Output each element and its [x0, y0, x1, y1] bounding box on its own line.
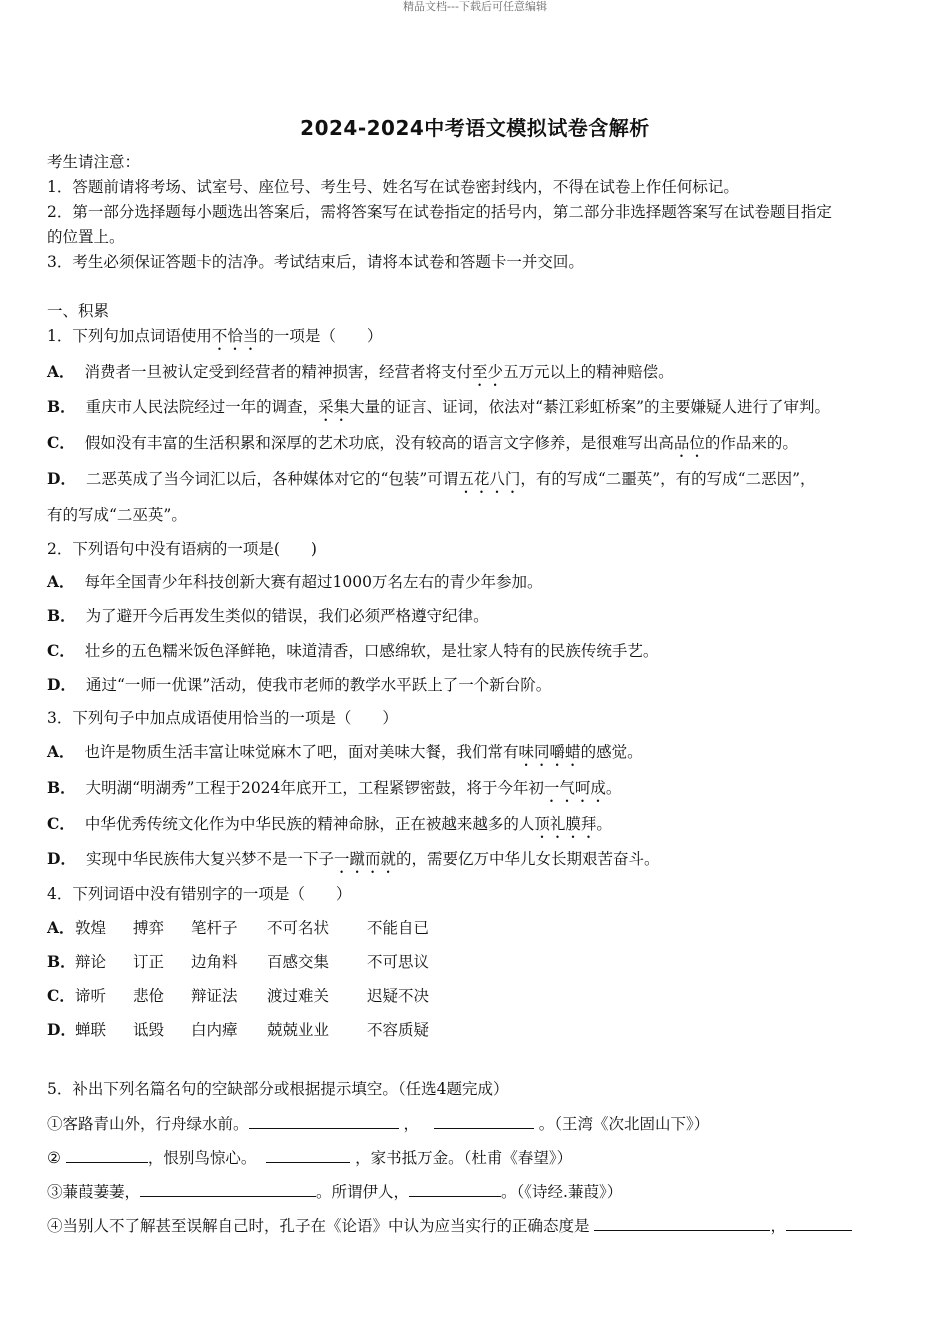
notice-item-2: 2．第一部分选择题每小题选出答案后，需将答案写在试卷指定的括号内，第二部分非选择题答案写在试卷题目指定: [47, 203, 832, 221]
q5-line-2: ② ，恨别鸟惊心。 ，家书抵万金。（杜甫《春望》）: [47, 1149, 573, 1167]
q5-line-3: ③蒹葭萋萋， 。所谓伊人， 。（《诗经.蒹葭》）: [47, 1183, 623, 1201]
q2-stem: 2．下列语句中没有语病的一项是( ): [47, 540, 317, 558]
q2-option-c[interactable]: C． 壮乡的五色糯米饭色泽鲜艳，味道清香，口感绵软，是壮家人特有的民族传统手艺。: [47, 641, 659, 660]
q5-blank-8[interactable]: [786, 1215, 852, 1231]
q1-option-d-cont: 有的写成“二巫英”。: [47, 506, 187, 524]
q5-blank-2[interactable]: [434, 1113, 534, 1129]
q1-stem: 1．下列句加点词语使用不恰当的一项是（ ）: [47, 327, 383, 345]
header-watermark: 精品文档---下载后可任意编辑: [403, 0, 547, 13]
section-heading: 一、积累: [47, 302, 110, 320]
q3-stem: 3．下列句子中加点成语使用恰当的一项是（ ）: [47, 709, 398, 727]
q2-option-a[interactable]: A． 每年全国青少年科技创新大赛有超过1000万名左右的青少年参加。: [47, 572, 543, 591]
q4-stem: 4．下列词语中没有错别字的一项是（ ）: [47, 885, 352, 903]
notice-item-3: 3．考生必须保证答题卡的洁净。考试结束后，请将本试卷和答题卡一并交回。: [47, 253, 584, 271]
q5-stem: 5．补出下列名篇名句的空缺部分或根据提示填空。（任选4题完成）: [47, 1080, 509, 1098]
q3-option-d[interactable]: D． 实现中华民族伟大复兴梦不是一下子一蹴而就的，需要亿万中华儿女长期艰苦奋斗。: [47, 849, 660, 868]
q2-option-b[interactable]: B． 为了避开今后再发生类似的错误，我们必须严格遵守纪律。: [47, 606, 489, 625]
q1-option-c[interactable]: C． 假如没有丰富的生活积累和深厚的艺术功底，没有较高的语言文字修养，是很难写出高品位的作品来的。: [47, 433, 798, 452]
notice-item-1: 1．答题前请将考场、试室号、座位号、考生号、姓名写在试卷密封线内，不得在试卷上作任何标记。: [47, 178, 739, 196]
q2-option-d[interactable]: D． 通过“一师一优课”活动，使我市老师的教学水平跃上了一个新台阶。: [47, 675, 552, 694]
q1-option-b[interactable]: B． 重庆市人民法院经过一年的调查，采集大量的证言、证词，依法对“綦江彩虹桥案”的主要嫌疑人进行了审判。: [47, 397, 830, 416]
q4-option-b[interactable]: B．辩论 订正 边角料 百感交集 不可思议: [47, 952, 430, 971]
q4-option-d[interactable]: D．蝉联 诋毁 白内瘴 兢兢业业 不容质疑: [47, 1020, 430, 1039]
notice-item-2-cont: 的位置上。: [47, 228, 125, 246]
q3-option-b[interactable]: B． 大明湖“明湖秀”工程于2024年底开工，工程紧锣密鼓，将于今年初一气呵成。: [47, 778, 622, 797]
q5-blank-3[interactable]: [66, 1147, 148, 1163]
q1-option-a[interactable]: A． 消费者一旦被认定受到经营者的精神损害，经营者将支付至少五万元以上的精神赔偿。: [47, 362, 674, 381]
q5-blank-5[interactable]: [140, 1181, 316, 1197]
q3-option-c[interactable]: C． 中华优秀传统文化作为中华民族的精神命脉，正在被越来越多的人顶礼膜拜。: [47, 814, 612, 833]
q5-blank-4[interactable]: [266, 1147, 350, 1163]
q3-option-a[interactable]: A． 也许是物质生活丰富让味觉麻木了吧，面对美味大餐，我们常有味同嚼蜡的感觉。: [47, 742, 643, 761]
q5-line-1: ①客路青山外，行舟绿水前。 ， 。（王湾《次北固山下》）: [47, 1115, 710, 1133]
q4-option-c[interactable]: C．谛听 悲伧 辩证法 渡过难关 迟疑不决: [47, 986, 430, 1005]
q5-blank-6[interactable]: [409, 1181, 501, 1197]
q5-line-4: ④当别人不了解甚至误解自己时，孔子在《论语》中认为应当实行的正确态度是 ，: [47, 1215, 852, 1236]
page-title: 2024-2024中考语文模拟试卷含解析: [300, 116, 650, 140]
q5-blank-1[interactable]: [249, 1113, 399, 1129]
q1-option-d[interactable]: D． 二恶英成了当今词汇以后，各种媒体对它的“包装”可谓五花八门，有的写成“二噩英”，有的写成“二恶因”，: [47, 469, 816, 488]
q5-blank-7[interactable]: [594, 1215, 770, 1231]
notice-heading: 考生请注意：: [47, 153, 141, 171]
q4-option-a[interactable]: A．敦煌 搏弈 笔杆子 不可名状 不能自已: [47, 918, 430, 937]
